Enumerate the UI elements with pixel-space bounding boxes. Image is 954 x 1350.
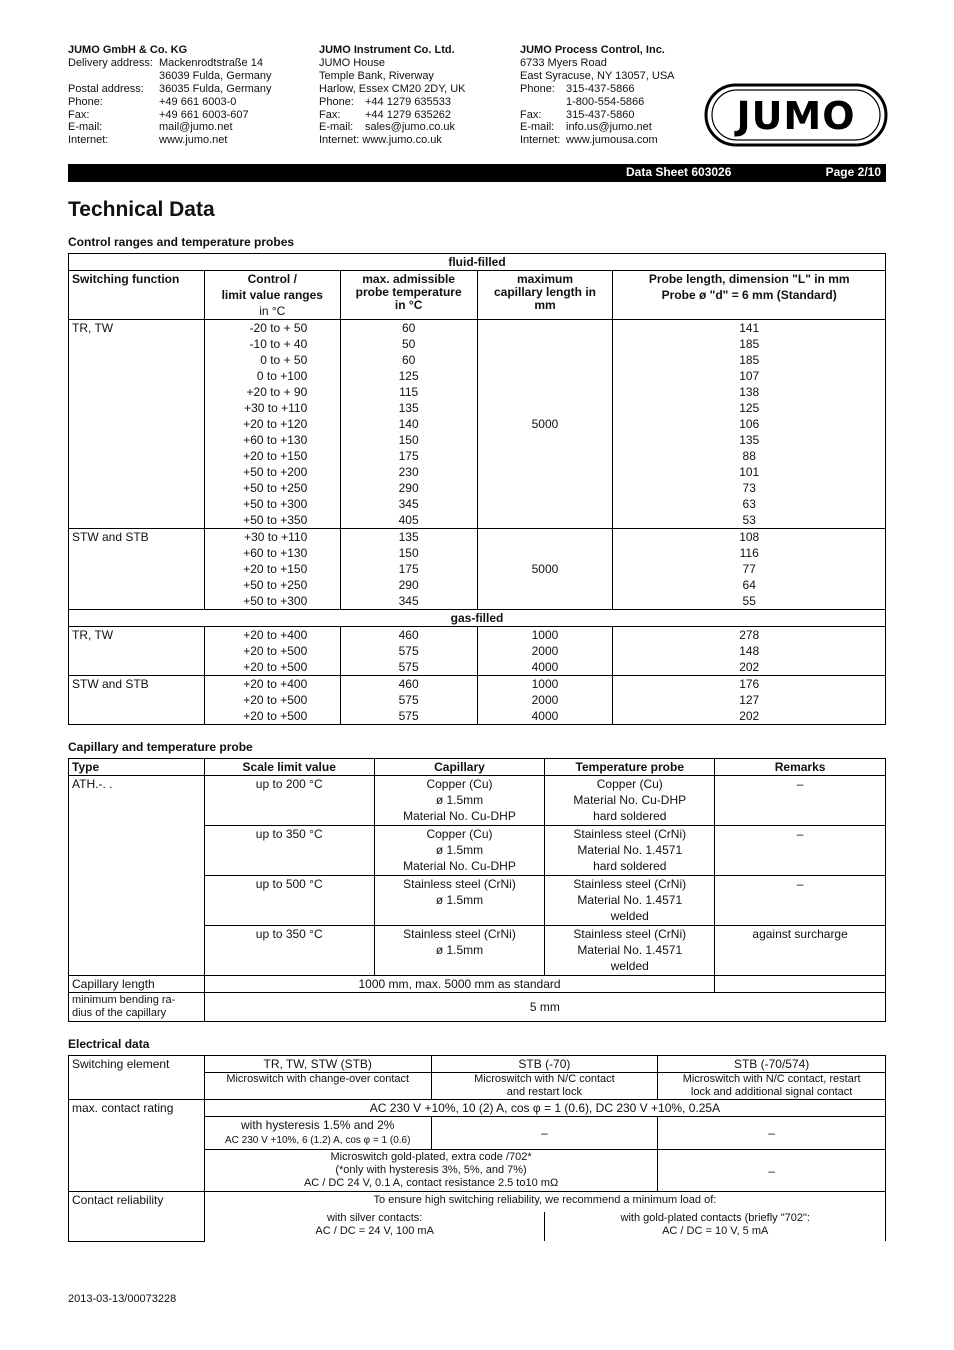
bending-radius-label: minimum bending ra- dius of the capillary bbox=[69, 993, 205, 1022]
address-line: 6733 Myers Road bbox=[520, 56, 607, 69]
address-value: 315-437-5860 bbox=[566, 108, 635, 121]
range-value: +30 to +110 bbox=[244, 401, 308, 415]
table-row bbox=[69, 1056, 886, 1073]
cell-value: 575 bbox=[398, 644, 419, 658]
switching-element-label: Switching element bbox=[69, 1056, 205, 1100]
capillary-cell: 5000 bbox=[477, 320, 613, 529]
max-temp-value: 135 bbox=[398, 401, 419, 415]
probe-length-cell bbox=[613, 320, 886, 529]
max-temp-cell bbox=[340, 627, 477, 676]
table-row bbox=[69, 976, 886, 993]
probe-length-value: 108 bbox=[739, 530, 760, 544]
capillary-cell bbox=[477, 627, 613, 676]
address-key: Internet: bbox=[520, 134, 561, 147]
switching-function-cell: TR, TW bbox=[69, 627, 205, 676]
address-value: info.us@jumo.net bbox=[566, 121, 652, 134]
address-value: +49 661 6003-607 bbox=[159, 108, 249, 121]
address-key: Internet: bbox=[68, 134, 109, 147]
max-temp-value: 125 bbox=[398, 369, 419, 383]
address-row bbox=[68, 121, 272, 134]
probe-length-value: 116 bbox=[739, 546, 759, 560]
table-row bbox=[69, 776, 886, 826]
address-row bbox=[68, 70, 272, 83]
table-row bbox=[69, 320, 886, 529]
capillary-cell: Stainless steel (CrNi) ø 1.5mm bbox=[374, 926, 545, 976]
cell-value: 4000 bbox=[531, 660, 559, 674]
capillary-length-value: 1000 mm, max. 5000 mm as standard bbox=[204, 976, 714, 993]
address-value: 1-800-554-5866 bbox=[566, 95, 645, 108]
cell-value: 1000 bbox=[531, 677, 559, 691]
cell-value: 278 bbox=[739, 628, 760, 642]
cell-value: 1000 bbox=[531, 628, 559, 642]
company-name: JUMO GmbH & Co. KG bbox=[68, 44, 188, 56]
address-key: E-mail: bbox=[68, 121, 103, 134]
temperature-probe-cell: Stainless steel (CrNi) Material No. 1.4571 hard soldered bbox=[545, 826, 715, 876]
range-value: +30 to +110 bbox=[244, 530, 308, 544]
table-row bbox=[69, 627, 886, 676]
remarks-cell: – bbox=[715, 826, 886, 876]
contact-rating-label: max. contact rating bbox=[69, 1100, 205, 1192]
table-row bbox=[69, 610, 886, 627]
temperature-probe-cell: Stainless steel (CrNi) Material No. 1.4571 welded bbox=[545, 876, 715, 926]
address-line: Temple Bank, Riverway bbox=[319, 69, 434, 82]
address-value: www.jumo.net bbox=[159, 134, 228, 147]
contact-reliability-label: Contact reliability bbox=[69, 1192, 205, 1242]
col-header: STB (-70) bbox=[431, 1056, 658, 1073]
col-header: Scale limit value bbox=[204, 759, 374, 776]
max-temp-value: 150 bbox=[398, 433, 419, 447]
address-key: Phone: bbox=[520, 82, 555, 95]
electrical-table bbox=[68, 1055, 886, 1242]
address-key: Delivery address: bbox=[68, 56, 153, 69]
probe-length-value: 64 bbox=[742, 578, 756, 592]
temperature-probe-cell: Copper (Cu) Material No. Cu-DHP hard soldered bbox=[545, 776, 715, 826]
col-header: TR, TW, STW (STB) bbox=[204, 1056, 431, 1073]
internet-line: Internet: www.jumo.co.uk bbox=[319, 134, 442, 147]
capillary-cell bbox=[477, 676, 613, 725]
range-value: +20 to + 90 bbox=[246, 385, 308, 399]
range-value: +20 to +120 bbox=[243, 417, 308, 431]
max-temp-value: 175 bbox=[398, 562, 419, 576]
cell-value: 575 bbox=[398, 693, 419, 707]
range-value: +60 to +130 bbox=[243, 546, 308, 560]
datasheet-number: Data Sheet 603026 bbox=[626, 165, 732, 179]
address-value: sales@jumo.co.uk bbox=[365, 121, 456, 134]
cell-value: 575 bbox=[398, 660, 419, 674]
col-header-function: Switching function bbox=[69, 271, 205, 320]
range-value: -10 to + 40 bbox=[249, 337, 308, 351]
address-row bbox=[520, 109, 675, 122]
address-key: Phone: bbox=[68, 95, 103, 108]
capillary-cell: 5000 bbox=[477, 529, 613, 610]
type-cell: ATH.-. . bbox=[69, 776, 205, 976]
cell-value: 575 bbox=[398, 709, 419, 723]
address-value: +44 1279 635262 bbox=[365, 108, 451, 121]
range-value: +20 to +150 bbox=[243, 562, 308, 576]
address-key: Phone: bbox=[319, 95, 354, 108]
capillary-cell: Copper (Cu) ø 1.5mm Material No. Cu-DHP bbox=[374, 776, 545, 826]
probe-length-value: 77 bbox=[742, 562, 756, 576]
address-line: JUMO House bbox=[319, 56, 386, 69]
range-value: -20 to + 50 bbox=[249, 321, 308, 335]
cell-value: 202 bbox=[739, 709, 760, 723]
address-value: +49 661 6003-0 bbox=[159, 95, 237, 108]
col-header: STB (-70/574) bbox=[658, 1056, 886, 1073]
range-value: +50 to +300 bbox=[243, 594, 308, 608]
address-row bbox=[520, 134, 675, 147]
document-footer: 2013-03-13/00073228 bbox=[68, 1293, 177, 1305]
max-temp-value: 140 bbox=[398, 417, 419, 431]
capillary-cell: Copper (Cu) ø 1.5mm Material No. Cu-DHP bbox=[374, 826, 545, 876]
switch-type-cell: Microswitch with N/C contact and restart lock bbox=[431, 1073, 658, 1100]
address-row bbox=[68, 134, 272, 147]
dash-cell: – bbox=[658, 1117, 886, 1150]
col-header: Type bbox=[69, 759, 205, 776]
fluid-filled-heading: fluid-filled bbox=[69, 254, 886, 271]
cell-value: 460 bbox=[398, 677, 419, 691]
address-row bbox=[68, 96, 272, 109]
address-key bbox=[68, 70, 159, 83]
range-value: +20 to +500 bbox=[243, 644, 308, 658]
probe-length-value: 101 bbox=[739, 465, 760, 479]
address-usa bbox=[520, 44, 675, 147]
probe-length-value: 185 bbox=[739, 337, 760, 351]
cell-value: 127 bbox=[739, 693, 760, 707]
address-key: Fax: bbox=[319, 108, 341, 121]
address-row bbox=[319, 121, 466, 134]
address-row bbox=[319, 109, 466, 122]
switching-function-cell: TR, TW bbox=[69, 320, 205, 529]
col-header: Temperature probe bbox=[545, 759, 715, 776]
temperature-probe-cell: Stainless steel (CrNi) Material No. 1.4571 welded bbox=[545, 926, 715, 976]
company-name: JUMO Process Control, Inc. bbox=[520, 44, 665, 56]
address-value: 315-437-5866 bbox=[566, 82, 635, 95]
probe-length-cell bbox=[613, 627, 886, 676]
max-temp-value: 345 bbox=[398, 594, 419, 608]
cell-value: 2000 bbox=[531, 644, 559, 658]
contact-reliability-cell: To ensure high switching reliability, we recommend a minimum load of: with silver contacts: AC / DC = 24 V, 100 mA with gold-plated contacts (briefly "702": AC / DC = 10 V, 5 mA bbox=[204, 1192, 885, 1242]
max-temp-value: 290 bbox=[398, 578, 419, 592]
col-header-range: Control / limit value ranges in °C bbox=[204, 271, 340, 320]
dash-cell: – bbox=[658, 1150, 886, 1192]
address-uk bbox=[319, 44, 466, 147]
probe-length-value: 185 bbox=[739, 353, 760, 367]
dash-cell: – bbox=[431, 1117, 658, 1150]
address-gmbh bbox=[68, 44, 272, 147]
range-cell bbox=[204, 676, 340, 725]
probe-length-value: 63 bbox=[742, 497, 756, 511]
address-value: 36035 Fulda, Germany bbox=[159, 82, 272, 95]
probe-length-value: 106 bbox=[739, 417, 760, 431]
scale-limit-cell: up to 350 °C bbox=[204, 926, 374, 976]
max-temp-value: 230 bbox=[398, 465, 419, 479]
address-value: mail@jumo.net bbox=[159, 121, 233, 134]
max-temp-cell bbox=[340, 676, 477, 725]
table-header-row bbox=[69, 271, 886, 320]
address-key: E-mail: bbox=[319, 121, 354, 134]
probe-length-value: 107 bbox=[739, 369, 760, 383]
range-value: 0 to + 50 bbox=[260, 353, 308, 367]
range-value: +50 to +200 bbox=[243, 465, 308, 479]
address-row bbox=[319, 96, 466, 109]
address-value: www.jumousa.com bbox=[566, 134, 658, 147]
range-value: +20 to +500 bbox=[243, 660, 308, 674]
probe-length-value: 53 bbox=[742, 513, 756, 527]
max-temp-value: 290 bbox=[398, 481, 419, 495]
table-header-row bbox=[69, 759, 886, 776]
range-cell bbox=[204, 320, 340, 529]
switching-function-cell: STW and STB bbox=[69, 529, 205, 610]
probe-length-value: 55 bbox=[742, 594, 756, 608]
section-heading: Capillary and temperature probe bbox=[68, 740, 253, 754]
table-row bbox=[69, 254, 886, 271]
range-value: +20 to +400 bbox=[243, 677, 308, 691]
probe-length-value: 135 bbox=[739, 433, 760, 447]
jumo-logo bbox=[704, 83, 888, 147]
table-row bbox=[69, 1192, 886, 1242]
col-header-capillary: maximum capillary length in mm bbox=[477, 271, 613, 320]
address-row bbox=[520, 121, 675, 134]
cell-value: 2000 bbox=[531, 693, 559, 707]
address-value: 36039 Fulda, Germany bbox=[159, 69, 272, 82]
max-temp-value: 405 bbox=[398, 513, 419, 527]
probe-length-value: 138 bbox=[739, 385, 760, 399]
max-temp-value: 60 bbox=[401, 321, 416, 335]
address-row bbox=[68, 83, 272, 96]
range-value: +20 to +150 bbox=[243, 449, 308, 463]
capillary-length-label: Capillary length bbox=[69, 976, 205, 993]
max-temp-value: 150 bbox=[398, 546, 419, 560]
cell-value: 176 bbox=[739, 677, 760, 691]
col-header-max-temp: max. admissible probe temperature in °C bbox=[340, 271, 477, 320]
address-key: Fax: bbox=[68, 108, 90, 121]
switch-type-cell: Microswitch with change-over contact bbox=[204, 1073, 431, 1100]
range-value: +50 to +250 bbox=[243, 578, 308, 592]
address-key: Postal address: bbox=[68, 82, 144, 95]
capillary-table bbox=[68, 758, 886, 1022]
address-line: Harlow, Essex CM20 2DY, UK bbox=[319, 82, 466, 95]
probe-length-cell bbox=[613, 676, 886, 725]
page-number: Page 2/10 bbox=[825, 165, 881, 179]
max-temp-value: 175 bbox=[398, 449, 419, 463]
scale-limit-cell: up to 350 °C bbox=[204, 826, 374, 876]
section-heading: Electrical data bbox=[68, 1037, 150, 1051]
capillary-cell: Stainless steel (CrNi) ø 1.5mm bbox=[374, 876, 545, 926]
switch-type-cell: Microswitch with N/C contact, restart lock and additional signal contact bbox=[658, 1073, 886, 1100]
range-value: +50 to +350 bbox=[243, 513, 308, 527]
address-key: Fax: bbox=[520, 108, 542, 121]
range-value: +20 to +500 bbox=[243, 693, 308, 707]
max-temp-value: 135 bbox=[398, 530, 419, 544]
empty-cell bbox=[715, 976, 886, 993]
probe-length-value: 88 bbox=[742, 449, 756, 463]
address-row bbox=[68, 57, 272, 70]
table-row bbox=[69, 993, 886, 1022]
table-row bbox=[69, 676, 886, 725]
range-value: 0 to +100 bbox=[256, 369, 308, 383]
contact-rating-value: AC 230 V +10%, 10 (2) A, cos φ = 1 (0.6), DC 230 V +10%, 0.25A bbox=[204, 1100, 885, 1117]
remarks-cell: against surcharge bbox=[715, 926, 886, 976]
cell-value: 202 bbox=[739, 660, 760, 674]
gold-plated-cell: Microswitch gold-plated, extra code /702* (*only with hysteresis 3%, 5%, and 7%) AC / DC 24 V, 0.1 A, contact resistance 2.5 to10 mΩ bbox=[204, 1150, 657, 1192]
table-row bbox=[69, 1100, 886, 1117]
address-line: East Syracuse, NY 13057, USA bbox=[520, 69, 675, 82]
max-temp-cell bbox=[340, 320, 477, 529]
address-row bbox=[520, 96, 675, 109]
logo-text: JUMO bbox=[736, 94, 856, 138]
col-header-probe-length: Probe length, dimension "L" in mm Probe ø "d" = 6 mm (Standard) bbox=[613, 271, 886, 320]
company-name: JUMO Instrument Co. Ltd. bbox=[319, 44, 455, 56]
bending-radius-value: 5 mm bbox=[204, 993, 885, 1022]
address-value: Mackenrodtstraße 14 bbox=[159, 56, 263, 69]
address-key bbox=[520, 96, 566, 109]
range-cell bbox=[204, 627, 340, 676]
cell-value: 148 bbox=[739, 644, 760, 658]
range-value: +60 to +130 bbox=[243, 433, 308, 447]
address-key: E-mail: bbox=[520, 121, 555, 134]
max-temp-value: 50 bbox=[401, 337, 416, 351]
max-temp-value: 345 bbox=[398, 497, 419, 511]
table-row bbox=[69, 529, 886, 610]
remarks-cell: – bbox=[715, 876, 886, 926]
control-ranges-table bbox=[68, 253, 886, 725]
max-temp-cell bbox=[340, 529, 477, 610]
section-heading: Control ranges and temperature probes bbox=[68, 235, 295, 249]
range-value: +20 to +500 bbox=[243, 709, 308, 723]
address-row bbox=[520, 83, 675, 96]
probe-length-cell bbox=[613, 529, 886, 610]
max-temp-value: 115 bbox=[399, 385, 419, 399]
probe-length-value: 125 bbox=[739, 401, 760, 415]
range-value: +50 to +250 bbox=[243, 481, 308, 495]
datasheet-bar bbox=[68, 164, 886, 182]
page-title: Technical Data bbox=[68, 198, 215, 221]
probe-length-value: 141 bbox=[739, 321, 760, 335]
gas-filled-heading: gas-filled bbox=[69, 610, 886, 627]
probe-length-value: 73 bbox=[742, 481, 756, 495]
scale-limit-cell: up to 500 °C bbox=[204, 876, 374, 926]
remarks-cell: – bbox=[715, 776, 886, 826]
range-value: +50 to +300 bbox=[243, 497, 308, 511]
scale-limit-cell: up to 200 °C bbox=[204, 776, 374, 826]
range-cell bbox=[204, 529, 340, 610]
cell-value: 460 bbox=[398, 628, 419, 642]
hysteresis-cell: with hysteresis 1.5% and 2% AC 230 V +10%, 6 (1.2) A, cos φ = 1 (0.6) bbox=[204, 1117, 431, 1150]
col-header: Remarks bbox=[715, 759, 886, 776]
address-row bbox=[68, 109, 272, 122]
switching-function-cell: STW and STB bbox=[69, 676, 205, 725]
address-value: +44 1279 635533 bbox=[365, 95, 451, 108]
max-temp-value: 60 bbox=[401, 353, 416, 367]
col-header: Capillary bbox=[374, 759, 545, 776]
cell-value: 4000 bbox=[531, 709, 559, 723]
range-value: +20 to +400 bbox=[243, 628, 308, 642]
